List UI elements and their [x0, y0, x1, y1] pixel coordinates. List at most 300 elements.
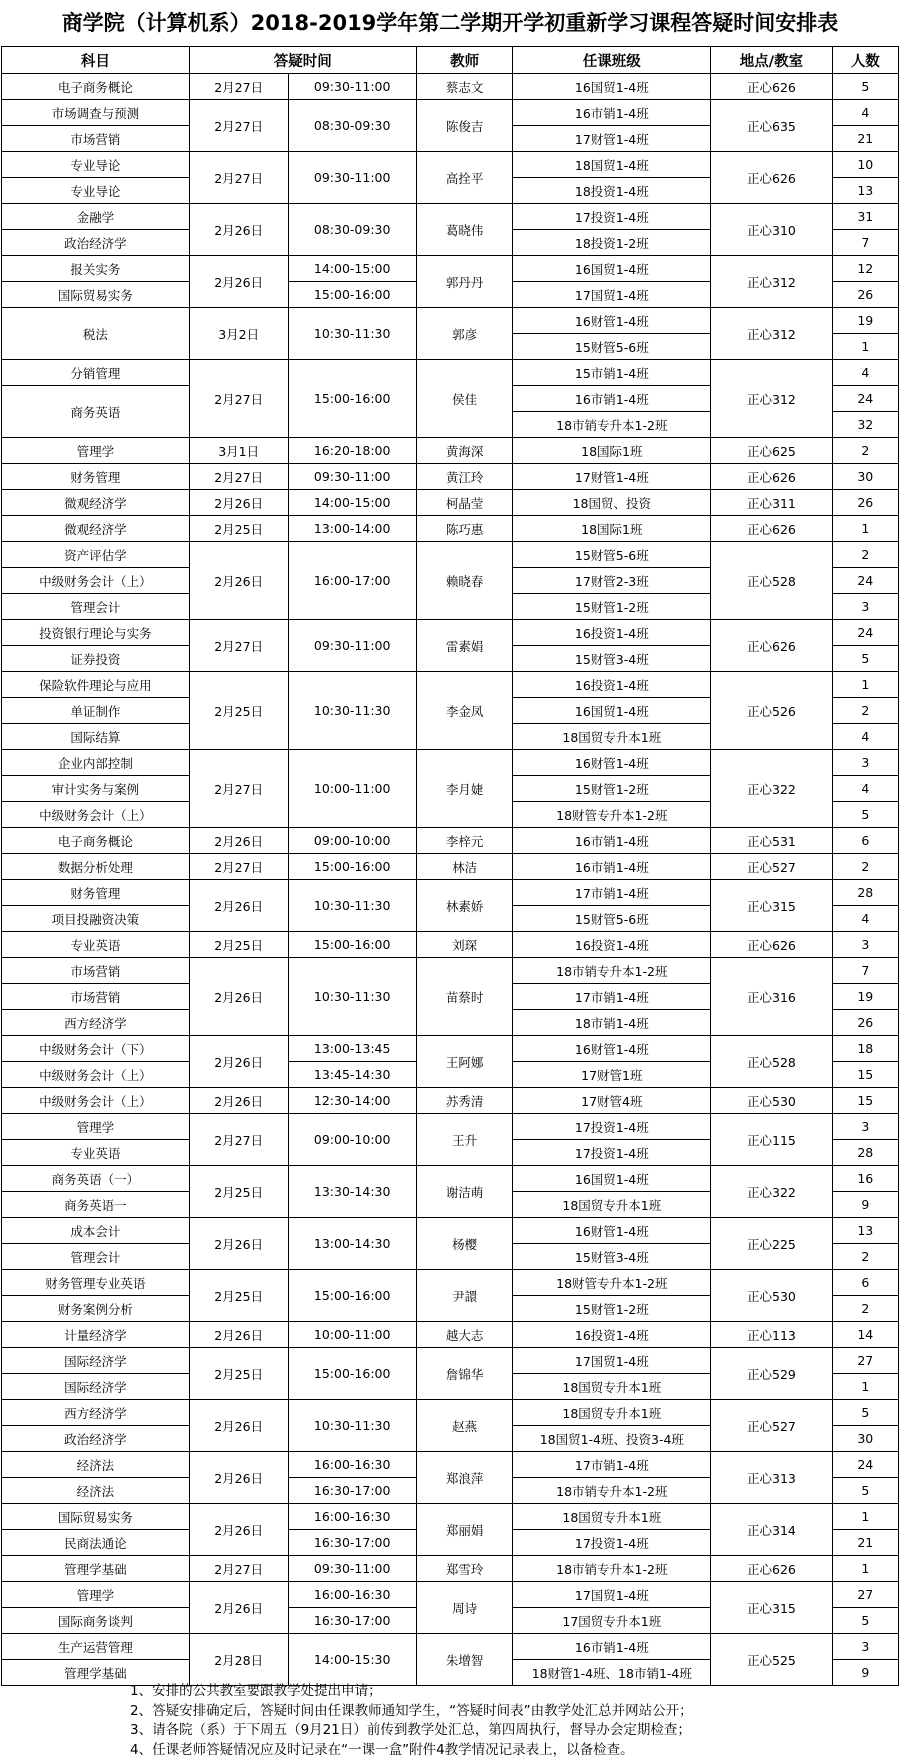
class-cell: 17国贸1-4班 — [513, 1582, 711, 1608]
class-cell: 15财管5-6班 — [513, 906, 711, 932]
class-cell: 17财管1-4班 — [513, 464, 711, 490]
class-cell: 18国贸1-4班 — [513, 152, 711, 178]
class-cell: 16市销1-4班 — [513, 1634, 711, 1660]
subject-cell: 分销管理 — [2, 360, 190, 386]
time-cell: 08:30-09:30 — [288, 100, 416, 152]
class-cell: 18国贸专升本1班 — [513, 1374, 711, 1400]
teacher-cell: 林洁 — [416, 854, 513, 880]
class-cell: 16国贸1-4班 — [513, 1166, 711, 1192]
location-cell: 正心626 — [711, 932, 832, 958]
class-cell: 16财管1-4班 — [513, 1036, 711, 1062]
time-cell: 10:30-11:30 — [288, 880, 416, 932]
table-row — [2, 1452, 899, 1478]
table-row — [2, 516, 899, 542]
subject-cell: 市场营销 — [2, 984, 190, 1010]
count-cell: 24 — [832, 568, 898, 594]
class-cell: 16国贸1-4班 — [513, 698, 711, 724]
count-cell: 15 — [832, 1062, 898, 1088]
count-cell: 28 — [832, 1140, 898, 1166]
count-cell: 30 — [832, 1426, 898, 1452]
location-cell: 正心316 — [711, 958, 832, 1036]
location-cell: 正心310 — [711, 204, 832, 256]
location-cell: 正心526 — [711, 672, 832, 750]
count-cell: 1 — [832, 1374, 898, 1400]
count-cell: 14 — [832, 1322, 898, 1348]
teacher-cell: 郑浪萍 — [416, 1452, 513, 1504]
time-cell: 16:00-16:30 — [288, 1452, 416, 1478]
teacher-cell: 赵燕 — [416, 1400, 513, 1452]
time-cell: 13:00-13:45 — [288, 1036, 416, 1062]
teacher-cell: 陈巧惠 — [416, 516, 513, 542]
subject-cell: 市场营销 — [2, 126, 190, 152]
teacher-cell: 周诗 — [416, 1582, 513, 1634]
location-cell: 正心528 — [711, 542, 832, 620]
time-cell: 16:00-16:30 — [288, 1582, 416, 1608]
subject-cell: 商务英语一 — [2, 1192, 190, 1218]
location-cell: 正心626 — [711, 74, 832, 100]
teacher-cell: 蔡志文 — [416, 74, 513, 100]
location-cell: 正心528 — [711, 1036, 832, 1088]
count-cell: 31 — [832, 204, 898, 230]
table-row — [2, 1322, 899, 1348]
class-cell: 15财管5-6班 — [513, 542, 711, 568]
note-3: 3、请各院（系）于下周五（9月21日）前传到教学处汇总，第四周执行，督导办会定期检查； — [130, 1722, 691, 1738]
subject-cell: 金融学 — [2, 204, 190, 230]
count-cell: 1 — [832, 334, 898, 360]
date-cell: 3月1日 — [189, 438, 288, 464]
teacher-cell: 黄江玲 — [416, 464, 513, 490]
subject-cell: 国际结算 — [2, 724, 190, 750]
teacher-cell: 雷素娟 — [416, 620, 513, 672]
location-cell: 正心322 — [711, 750, 832, 828]
class-cell: 15财管3-4班 — [513, 1244, 711, 1270]
time-cell: 16:30-17:00 — [288, 1608, 416, 1634]
class-cell: 16市销1-4班 — [513, 854, 711, 880]
teacher-cell: 尹譞 — [416, 1270, 513, 1322]
class-cell: 17投资1-4班 — [513, 204, 711, 230]
count-cell: 2 — [832, 854, 898, 880]
count-cell: 7 — [832, 958, 898, 984]
count-cell: 2 — [832, 542, 898, 568]
count-cell: 3 — [832, 1114, 898, 1140]
count-cell: 27 — [832, 1348, 898, 1374]
class-cell: 18市销专升本1-2班 — [513, 1478, 711, 1504]
table-row — [2, 1582, 899, 1608]
date-cell: 2月25日 — [189, 1270, 288, 1322]
date-cell: 2月26日 — [189, 1036, 288, 1088]
header-location: 地点/教室 — [711, 47, 832, 74]
subject-cell: 经济法 — [2, 1478, 190, 1504]
header-time: 答疑时间 — [189, 47, 416, 74]
subject-cell: 民商法通论 — [2, 1530, 190, 1556]
teacher-cell: 陈俊吉 — [416, 100, 513, 152]
class-cell: 17市销1-4班 — [513, 880, 711, 906]
count-cell: 3 — [832, 932, 898, 958]
time-cell: 09:00-10:00 — [288, 828, 416, 854]
count-cell: 9 — [832, 1192, 898, 1218]
location-cell: 正心626 — [711, 152, 832, 204]
time-cell: 16:00-17:00 — [288, 542, 416, 620]
table-row — [2, 1504, 899, 1530]
teacher-cell: 王阿娜 — [416, 1036, 513, 1088]
count-cell: 5 — [832, 646, 898, 672]
teacher-cell: 苗蔡时 — [416, 958, 513, 1036]
count-cell: 24 — [832, 620, 898, 646]
count-cell: 7 — [832, 230, 898, 256]
count-cell: 26 — [832, 490, 898, 516]
count-cell: 2 — [832, 698, 898, 724]
class-cell: 18国贸专升本1班 — [513, 1504, 711, 1530]
location-cell: 正心626 — [711, 1556, 832, 1582]
count-cell: 5 — [832, 1400, 898, 1426]
date-cell: 2月26日 — [189, 1218, 288, 1270]
subject-cell: 市场调查与预测 — [2, 100, 190, 126]
class-cell: 17财管4班 — [513, 1088, 711, 1114]
table-row — [2, 932, 899, 958]
subject-cell: 电子商务概论 — [2, 828, 190, 854]
date-cell: 2月27日 — [189, 152, 288, 204]
subject-cell: 电子商务概论 — [2, 74, 190, 100]
subject-cell: 国际经济学 — [2, 1374, 190, 1400]
notes-section — [0, 1682, 900, 1760]
table-row — [2, 438, 899, 464]
class-cell: 18国际1班 — [513, 516, 711, 542]
class-cell: 17财管1-4班 — [513, 126, 711, 152]
class-cell: 16国贸1-4班 — [513, 74, 711, 100]
location-cell: 正心314 — [711, 1504, 832, 1556]
subject-cell: 国际贸易实务 — [2, 1504, 190, 1530]
subject-cell: 财务案例分析 — [2, 1296, 190, 1322]
date-cell: 2月27日 — [189, 100, 288, 152]
subject-cell: 审计实务与案例 — [2, 776, 190, 802]
date-cell: 2月26日 — [189, 490, 288, 516]
class-cell: 18国贸专升本1班 — [513, 724, 711, 750]
location-cell: 正心312 — [711, 360, 832, 438]
count-cell: 30 — [832, 464, 898, 490]
count-cell: 13 — [832, 1218, 898, 1244]
time-cell: 10:30-11:30 — [288, 958, 416, 1036]
location-cell: 正心626 — [711, 464, 832, 490]
table-row — [2, 74, 899, 100]
date-cell: 2月26日 — [189, 1322, 288, 1348]
time-cell: 09:00-10:00 — [288, 1114, 416, 1166]
class-cell: 15财管1-2班 — [513, 594, 711, 620]
date-cell: 2月27日 — [189, 750, 288, 828]
subject-cell: 管理学基础 — [2, 1556, 190, 1582]
subject-cell: 税法 — [2, 308, 190, 360]
count-cell: 5 — [832, 1608, 898, 1634]
class-cell: 16投资1-4班 — [513, 932, 711, 958]
date-cell: 2月27日 — [189, 854, 288, 880]
count-cell: 21 — [832, 126, 898, 152]
teacher-cell: 李月婕 — [416, 750, 513, 828]
location-cell: 正心531 — [711, 828, 832, 854]
count-cell: 18 — [832, 1036, 898, 1062]
count-cell: 9 — [832, 1660, 898, 1686]
subject-cell: 微观经济学 — [2, 490, 190, 516]
header-classes: 任课班级 — [513, 47, 711, 74]
class-cell: 15财管1-2班 — [513, 776, 711, 802]
table-row — [2, 490, 899, 516]
time-cell: 16:20-18:00 — [288, 438, 416, 464]
table-row — [2, 880, 899, 906]
date-cell: 2月26日 — [189, 828, 288, 854]
class-cell: 18投资1-4班 — [513, 178, 711, 204]
class-cell: 17市销1-4班 — [513, 984, 711, 1010]
count-cell: 5 — [832, 1478, 898, 1504]
time-cell: 15:00-16:00 — [288, 1348, 416, 1400]
date-cell: 2月27日 — [189, 1556, 288, 1582]
subject-cell: 数据分析处理 — [2, 854, 190, 880]
count-cell: 24 — [832, 1452, 898, 1478]
class-cell: 18市销专升本1-2班 — [513, 958, 711, 984]
table-row — [2, 1348, 899, 1374]
subject-cell: 管理学基础 — [2, 1660, 190, 1686]
date-cell: 2月26日 — [189, 1582, 288, 1634]
teacher-cell: 李梓元 — [416, 828, 513, 854]
count-cell: 13 — [832, 178, 898, 204]
subject-cell: 成本会计 — [2, 1218, 190, 1244]
table-row — [2, 1634, 899, 1660]
subject-cell: 西方经济学 — [2, 1010, 190, 1036]
time-cell: 09:30-11:00 — [288, 152, 416, 204]
class-cell: 18国际1班 — [513, 438, 711, 464]
count-cell: 1 — [832, 1556, 898, 1582]
count-cell: 6 — [832, 828, 898, 854]
subject-cell: 保险软件理论与应用 — [2, 672, 190, 698]
subject-cell: 商务英语 — [2, 386, 190, 438]
table-row — [2, 1270, 899, 1296]
location-cell: 正心626 — [711, 516, 832, 542]
teacher-cell: 杨樱 — [416, 1218, 513, 1270]
location-cell: 正心527 — [711, 854, 832, 880]
teacher-cell: 郑雪玲 — [416, 1556, 513, 1582]
time-cell: 14:00-15:00 — [288, 490, 416, 516]
header-row — [2, 47, 899, 74]
location-cell: 正心527 — [711, 1400, 832, 1452]
subject-cell: 财务管理 — [2, 464, 190, 490]
time-cell: 15:00-16:00 — [288, 854, 416, 880]
location-cell: 正心315 — [711, 1582, 832, 1634]
teacher-cell: 李金凤 — [416, 672, 513, 750]
subject-cell: 专业导论 — [2, 152, 190, 178]
location-cell: 正心312 — [711, 308, 832, 360]
date-cell: 2月26日 — [189, 542, 288, 620]
class-cell: 16投资1-4班 — [513, 620, 711, 646]
subject-cell: 中级财务会计（下） — [2, 1036, 190, 1062]
count-cell: 2 — [832, 1296, 898, 1322]
teacher-cell: 高拴平 — [416, 152, 513, 204]
time-cell: 08:30-09:30 — [288, 204, 416, 256]
subject-cell: 专业英语 — [2, 932, 190, 958]
class-cell: 18财管专升本1-2班 — [513, 1270, 711, 1296]
table-row — [2, 204, 899, 230]
class-cell: 16财管1-4班 — [513, 750, 711, 776]
location-cell: 正心625 — [711, 438, 832, 464]
count-cell: 1 — [832, 516, 898, 542]
class-cell: 15市销1-4班 — [513, 360, 711, 386]
subject-cell: 微观经济学 — [2, 516, 190, 542]
teacher-cell: 詹锦华 — [416, 1348, 513, 1400]
subject-cell: 专业导论 — [2, 178, 190, 204]
count-cell: 21 — [832, 1530, 898, 1556]
count-cell: 3 — [832, 750, 898, 776]
location-cell: 正心322 — [711, 1166, 832, 1218]
date-cell: 2月26日 — [189, 1088, 288, 1114]
time-cell: 16:30-17:00 — [288, 1478, 416, 1504]
subject-cell: 报关实务 — [2, 256, 190, 282]
subject-cell: 中级财务会计（上） — [2, 568, 190, 594]
date-cell: 2月26日 — [189, 1400, 288, 1452]
time-cell: 10:30-11:30 — [288, 672, 416, 750]
class-cell: 18市销专升本1-2班 — [513, 412, 711, 438]
time-cell: 13:30-14:30 — [288, 1166, 416, 1218]
time-cell: 14:00-15:00 — [288, 256, 416, 282]
date-cell: 2月26日 — [189, 256, 288, 308]
location-cell: 正心525 — [711, 1634, 832, 1686]
table-row — [2, 1400, 899, 1426]
table-row — [2, 750, 899, 776]
time-cell: 13:00-14:00 — [288, 516, 416, 542]
table-row — [2, 152, 899, 178]
count-cell: 19 — [832, 984, 898, 1010]
table-row — [2, 854, 899, 880]
date-cell: 2月26日 — [189, 958, 288, 1036]
location-cell: 正心313 — [711, 1452, 832, 1504]
subject-cell: 专业英语 — [2, 1140, 190, 1166]
subject-cell: 资产评估学 — [2, 542, 190, 568]
table-row — [2, 672, 899, 698]
location-cell: 正心635 — [711, 100, 832, 152]
subject-cell: 国际经济学 — [2, 1348, 190, 1374]
table-row — [2, 100, 899, 126]
table-row — [2, 464, 899, 490]
teacher-cell: 郑丽娟 — [416, 1504, 513, 1556]
time-cell: 16:00-16:30 — [288, 1504, 416, 1530]
teacher-cell: 越大志 — [416, 1322, 513, 1348]
class-cell: 18市销专升本1-2班 — [513, 1556, 711, 1582]
class-cell: 17财管2-3班 — [513, 568, 711, 594]
table-row — [2, 1218, 899, 1244]
note-1: 1、安排的公共教室要跟教学处提出申请； — [130, 1683, 382, 1699]
class-cell: 18财管专升本1-2班 — [513, 802, 711, 828]
schedule-table — [1, 46, 899, 1686]
schedule-body — [2, 74, 899, 1686]
date-cell: 2月27日 — [189, 620, 288, 672]
table-row — [2, 360, 899, 386]
count-cell: 19 — [832, 308, 898, 334]
teacher-cell: 谢洁萌 — [416, 1166, 513, 1218]
date-cell: 2月26日 — [189, 1452, 288, 1504]
class-cell: 17国贸1-4班 — [513, 282, 711, 308]
location-cell: 正心530 — [711, 1270, 832, 1322]
location-cell: 正心225 — [711, 1218, 832, 1270]
date-cell: 2月26日 — [189, 204, 288, 256]
time-cell: 09:30-11:00 — [288, 464, 416, 490]
teacher-cell: 林素娇 — [416, 880, 513, 932]
class-cell: 18市销1-4班 — [513, 1010, 711, 1036]
class-cell: 17投资1-4班 — [513, 1140, 711, 1166]
class-cell: 18国贸专升本1班 — [513, 1400, 711, 1426]
class-cell: 16投资1-4班 — [513, 1322, 711, 1348]
subject-cell: 项目投融资决策 — [2, 906, 190, 932]
date-cell: 2月25日 — [189, 1348, 288, 1400]
time-cell: 15:00-16:00 — [288, 932, 416, 958]
date-cell: 2月27日 — [189, 360, 288, 438]
table-row — [2, 256, 899, 282]
date-cell: 2月26日 — [189, 880, 288, 932]
class-cell: 16国贸1-4班 — [513, 256, 711, 282]
teacher-cell: 苏秀清 — [416, 1088, 513, 1114]
count-cell: 4 — [832, 776, 898, 802]
table-row — [2, 1088, 899, 1114]
class-cell: 16市销1-4班 — [513, 100, 711, 126]
class-cell: 18国贸、投资 — [513, 490, 711, 516]
class-cell: 16市销1-4班 — [513, 828, 711, 854]
date-cell: 2月27日 — [189, 74, 288, 100]
class-cell: 17投资1-4班 — [513, 1530, 711, 1556]
count-cell: 26 — [832, 282, 898, 308]
subject-cell: 单证制作 — [2, 698, 190, 724]
time-cell: 15:00-16:00 — [288, 360, 416, 438]
location-cell: 正心626 — [711, 620, 832, 672]
time-cell: 10:30-11:30 — [288, 308, 416, 360]
class-cell: 17国贸1-4班 — [513, 1348, 711, 1374]
count-cell: 1 — [832, 1504, 898, 1530]
date-cell: 2月27日 — [189, 464, 288, 490]
subject-cell: 管理会计 — [2, 594, 190, 620]
subject-cell: 管理学 — [2, 438, 190, 464]
teacher-cell: 黄海深 — [416, 438, 513, 464]
subject-cell: 商务英语（一） — [2, 1166, 190, 1192]
table-row — [2, 620, 899, 646]
count-cell: 15 — [832, 1088, 898, 1114]
count-cell: 2 — [832, 438, 898, 464]
note-2: 2、答疑安排确定后，答疑时间由任课教师通知学生，“答疑时间表”由教学处汇总并网站公开； — [130, 1702, 693, 1719]
table-row — [2, 958, 899, 984]
time-cell: 16:30-17:00 — [288, 1530, 416, 1556]
time-cell: 14:00-15:30 — [288, 1634, 416, 1686]
teacher-cell: 朱增智 — [416, 1634, 513, 1686]
count-cell: 16 — [832, 1166, 898, 1192]
subject-cell: 政治经济学 — [2, 230, 190, 256]
count-cell: 2 — [832, 1244, 898, 1270]
teacher-cell: 王升 — [416, 1114, 513, 1166]
subject-cell: 西方经济学 — [2, 1400, 190, 1426]
count-cell: 3 — [832, 1634, 898, 1660]
count-cell: 12 — [832, 256, 898, 282]
table-row — [2, 828, 899, 854]
header-subject: 科目 — [2, 47, 190, 74]
teacher-cell: 侯佳 — [416, 360, 513, 438]
count-cell: 27 — [832, 1582, 898, 1608]
page-title: 商学院（计算机系）2018-2019学年第二学期开学初重新学习课程答疑时间安排表 — [61, 11, 839, 35]
subject-cell: 投资银行理论与实务 — [2, 620, 190, 646]
subject-cell: 财务管理专业英语 — [2, 1270, 190, 1296]
location-cell: 正心529 — [711, 1348, 832, 1400]
time-cell: 15:00-16:00 — [288, 282, 416, 308]
count-cell: 4 — [832, 906, 898, 932]
count-cell: 4 — [832, 100, 898, 126]
class-cell: 16投资1-4班 — [513, 672, 711, 698]
time-cell: 09:30-11:00 — [288, 620, 416, 672]
subject-cell: 财务管理 — [2, 880, 190, 906]
subject-cell: 中级财务会计（上） — [2, 1062, 190, 1088]
teacher-cell: 赖晓春 — [416, 542, 513, 620]
class-cell: 18国贸专升本1班 — [513, 1192, 711, 1218]
class-cell: 15财管1-2班 — [513, 1296, 711, 1322]
count-cell: 32 — [832, 412, 898, 438]
